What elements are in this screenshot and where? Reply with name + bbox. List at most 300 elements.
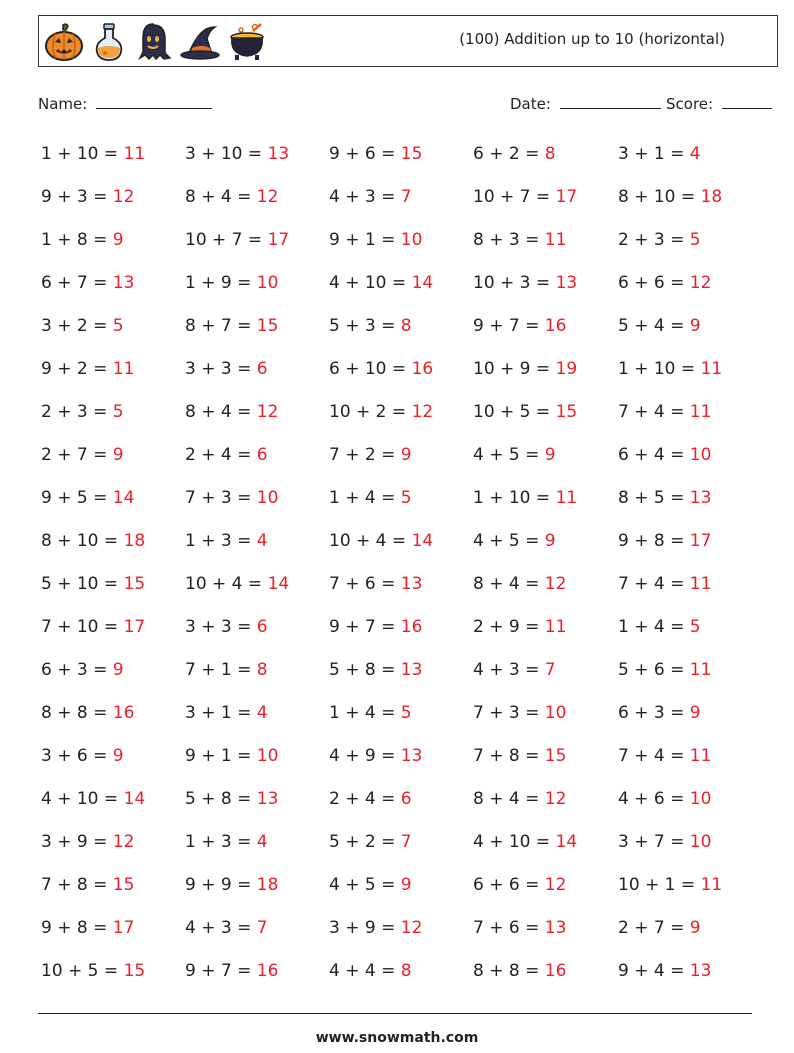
cauldron-icon	[227, 21, 267, 63]
problem-answer: 10	[689, 789, 712, 809]
ghost-icon	[133, 21, 173, 63]
problem-question: 10 + 9 =	[473, 359, 551, 379]
problem-answer: 18	[256, 875, 279, 895]
problem-question: 2 + 7 =	[618, 918, 685, 938]
problem-answer: 17	[123, 617, 146, 637]
problem-question: 7 + 3 =	[473, 703, 540, 723]
problem-item	[185, 531, 268, 551]
problem-answer: 4	[256, 703, 268, 723]
problem-item	[473, 574, 566, 594]
problem-question: 1 + 3 =	[185, 832, 252, 852]
problem-question: 7 + 4 =	[618, 574, 685, 594]
problem-answer: 9	[400, 445, 412, 465]
problem-item	[618, 445, 711, 465]
problem-answer: 12	[544, 789, 567, 809]
problem-answer: 15	[555, 402, 578, 422]
problem-question: 9 + 1 =	[185, 746, 252, 766]
problem-item	[329, 660, 422, 680]
problem-item	[473, 746, 566, 766]
problem-answer: 12	[112, 832, 135, 852]
problem-item	[618, 703, 701, 723]
problem-item	[185, 187, 278, 207]
problem-answer: 14	[267, 574, 290, 594]
problem-question: 4 + 3 =	[329, 187, 396, 207]
problem-answer: 9	[689, 918, 701, 938]
problem-item	[41, 230, 124, 250]
problem-answer: 9	[689, 703, 701, 723]
problem-item	[618, 617, 701, 637]
problem-answer: 17	[555, 187, 578, 207]
problem-answer: 7	[544, 660, 556, 680]
problem-question: 3 + 1 =	[185, 703, 252, 723]
problem-question: 7 + 2 =	[329, 445, 396, 465]
problem-item	[185, 402, 278, 422]
problem-answer: 10	[256, 746, 279, 766]
problem-answer: 13	[544, 918, 567, 938]
problem-question: 6 + 2 =	[473, 144, 540, 164]
problem-item	[185, 445, 268, 465]
problem-question: 5 + 8 =	[185, 789, 252, 809]
problem-question: 9 + 3 =	[41, 187, 108, 207]
problem-answer: 14	[411, 531, 434, 551]
problem-answer: 13	[112, 273, 135, 293]
problem-question: 6 + 4 =	[618, 445, 685, 465]
problem-question: 10 + 4 =	[329, 531, 407, 551]
problem-item	[41, 144, 145, 164]
problem-answer: 5	[112, 316, 124, 336]
problem-item	[185, 617, 268, 637]
score-label: Score:	[666, 95, 714, 113]
problem-answer: 9	[112, 445, 124, 465]
problem-answer: 14	[555, 832, 578, 852]
problem-item	[329, 230, 422, 250]
problem-item	[473, 832, 577, 852]
problem-item	[618, 230, 701, 250]
problem-item	[185, 660, 268, 680]
problem-item	[41, 746, 124, 766]
problem-question: 7 + 6 =	[329, 574, 396, 594]
problem-answer: 10	[400, 230, 423, 250]
problem-question: 3 + 10 =	[185, 144, 263, 164]
problem-answer: 6	[256, 359, 268, 379]
problem-question: 2 + 3 =	[41, 402, 108, 422]
date-field	[510, 93, 661, 113]
problem-answer: 12	[256, 187, 279, 207]
problem-question: 5 + 4 =	[618, 316, 685, 336]
problem-answer: 16	[411, 359, 434, 379]
witch-hat-icon	[179, 21, 221, 63]
problem-question: 4 + 3 =	[473, 660, 540, 680]
problem-item	[473, 273, 577, 293]
problem-answer: 7	[256, 918, 268, 938]
problem-item	[41, 316, 124, 336]
problem-item	[41, 918, 134, 938]
problem-question: 7 + 8 =	[473, 746, 540, 766]
problem-answer: 14	[123, 789, 146, 809]
problem-item	[473, 918, 566, 938]
problem-item	[185, 230, 289, 250]
problem-answer: 9	[400, 875, 412, 895]
problem-item	[473, 316, 566, 336]
problem-item	[473, 488, 577, 508]
problem-item	[473, 961, 566, 981]
problem-item	[329, 316, 412, 336]
problem-item	[618, 961, 711, 981]
problem-answer: 18	[123, 531, 146, 551]
problem-question: 6 + 3 =	[618, 703, 685, 723]
problem-question: 3 + 9 =	[329, 918, 396, 938]
problem-item	[329, 187, 412, 207]
problem-item	[41, 445, 124, 465]
problem-item	[473, 402, 577, 422]
date-line[interactable]	[560, 93, 661, 109]
problem-item	[185, 574, 289, 594]
problem-question: 10 + 1 =	[618, 875, 696, 895]
problem-answer: 9	[689, 316, 701, 336]
problem-question: 2 + 4 =	[329, 789, 396, 809]
problem-answer: 4	[689, 144, 701, 164]
problem-answer: 13	[256, 789, 279, 809]
problem-item	[329, 488, 412, 508]
problem-answer: 10	[256, 488, 279, 508]
problem-answer: 12	[544, 875, 567, 895]
problem-item	[329, 402, 433, 422]
problem-answer: 10	[689, 832, 712, 852]
problem-item	[329, 574, 422, 594]
problem-item	[473, 660, 556, 680]
problem-question: 10 + 3 =	[473, 273, 551, 293]
problem-question: 8 + 8 =	[473, 961, 540, 981]
problem-question: 1 + 10 =	[41, 144, 119, 164]
problem-answer: 17	[267, 230, 290, 250]
problem-answer: 11	[555, 488, 578, 508]
problem-item	[473, 230, 566, 250]
problem-answer: 11	[689, 574, 712, 594]
problem-answer: 13	[400, 660, 423, 680]
problem-item	[618, 746, 711, 766]
problem-question: 7 + 10 =	[41, 617, 119, 637]
problem-question: 5 + 6 =	[618, 660, 685, 680]
problem-item	[473, 187, 577, 207]
problem-answer: 4	[256, 832, 268, 852]
problem-question: 2 + 9 =	[473, 617, 540, 637]
problem-question: 9 + 1 =	[329, 230, 396, 250]
problem-answer: 16	[112, 703, 135, 723]
problem-question: 5 + 3 =	[329, 316, 396, 336]
problem-answer: 12	[689, 273, 712, 293]
problem-answer: 11	[112, 359, 135, 379]
problem-question: 9 + 7 =	[185, 961, 252, 981]
footer-website: www.snowmath.com	[315, 1030, 479, 1046]
pumpkin-icon	[43, 21, 85, 63]
problem-answer: 6	[256, 445, 268, 465]
problem-item	[618, 832, 711, 852]
problem-answer: 7	[400, 832, 412, 852]
problem-item	[618, 918, 701, 938]
problem-item	[185, 961, 278, 981]
problem-question: 6 + 6 =	[618, 273, 685, 293]
score-line[interactable]	[722, 93, 772, 109]
problem-question: 1 + 4 =	[329, 703, 396, 723]
problem-answer: 16	[544, 316, 567, 336]
problem-item	[473, 617, 566, 637]
problem-item	[329, 918, 422, 938]
date-label: Date:	[510, 95, 551, 113]
problem-question: 3 + 3 =	[185, 359, 252, 379]
problem-answer: 16	[400, 617, 423, 637]
problem-question: 9 + 9 =	[185, 875, 252, 895]
problem-item	[473, 875, 566, 895]
problem-question: 4 + 5 =	[473, 445, 540, 465]
problem-item	[473, 789, 566, 809]
name-field	[38, 93, 212, 113]
problem-answer: 9	[112, 746, 124, 766]
problem-question: 2 + 7 =	[41, 445, 108, 465]
problem-item	[185, 918, 268, 938]
problem-question: 6 + 3 =	[41, 660, 108, 680]
problem-answer: 5	[400, 703, 412, 723]
problem-question: 3 + 6 =	[41, 746, 108, 766]
problem-answer: 5	[400, 488, 412, 508]
problem-question: 4 + 10 =	[473, 832, 551, 852]
problem-answer: 11	[689, 746, 712, 766]
problem-question: 4 + 4 =	[329, 961, 396, 981]
problem-answer: 6	[256, 617, 268, 637]
problem-question: 1 + 3 =	[185, 531, 252, 551]
problem-item	[618, 144, 701, 164]
problem-answer: 19	[555, 359, 578, 379]
problem-question: 10 + 2 =	[329, 402, 407, 422]
problem-item	[329, 273, 433, 293]
problem-question: 1 + 10 =	[473, 488, 551, 508]
problem-item	[185, 832, 268, 852]
problem-answer: 13	[689, 488, 712, 508]
problem-item	[329, 832, 412, 852]
problem-item	[473, 703, 566, 723]
problem-answer: 16	[544, 961, 567, 981]
problem-question: 8 + 10 =	[41, 531, 119, 551]
problem-question: 9 + 7 =	[329, 617, 396, 637]
problem-answer: 14	[411, 273, 434, 293]
problem-answer: 11	[700, 359, 723, 379]
problem-item	[473, 445, 556, 465]
problem-answer: 10	[256, 273, 279, 293]
problem-answer: 11	[544, 230, 567, 250]
problem-question: 7 + 6 =	[473, 918, 540, 938]
problem-answer: 15	[544, 746, 567, 766]
problem-item	[473, 144, 556, 164]
problem-answer: 8	[256, 660, 268, 680]
problem-item	[185, 488, 278, 508]
problem-answer: 6	[400, 789, 412, 809]
problem-answer: 8	[400, 316, 412, 336]
problem-answer: 9	[544, 445, 556, 465]
problem-answer: 15	[123, 961, 146, 981]
problem-answer: 5	[689, 617, 701, 637]
problem-answer: 13	[400, 574, 423, 594]
problem-item	[41, 789, 145, 809]
problem-item	[618, 187, 722, 207]
problem-question: 1 + 9 =	[185, 273, 252, 293]
problem-item	[473, 359, 577, 379]
problem-answer: 12	[256, 402, 279, 422]
problem-item	[618, 273, 711, 293]
problem-answer: 12	[112, 187, 135, 207]
name-line[interactable]	[96, 93, 212, 109]
problem-question: 4 + 6 =	[618, 789, 685, 809]
problem-answer: 11	[689, 402, 712, 422]
problem-answer: 13	[400, 746, 423, 766]
problem-answer: 8	[400, 961, 412, 981]
problem-item	[41, 359, 134, 379]
problem-answer: 10	[689, 445, 712, 465]
problem-answer: 18	[700, 187, 723, 207]
problem-answer: 15	[112, 875, 135, 895]
problem-question: 6 + 7 =	[41, 273, 108, 293]
problem-answer: 5	[112, 402, 124, 422]
problem-question: 9 + 8 =	[618, 531, 685, 551]
problem-answer: 17	[689, 531, 712, 551]
problem-question: 4 + 5 =	[329, 875, 396, 895]
problem-question: 8 + 4 =	[473, 574, 540, 594]
problem-answer: 9	[112, 230, 124, 250]
problem-item	[329, 359, 433, 379]
problem-answer: 11	[689, 660, 712, 680]
problem-item	[185, 746, 278, 766]
problem-answer: 4	[256, 531, 268, 551]
problem-question: 9 + 5 =	[41, 488, 108, 508]
problem-item	[41, 531, 145, 551]
problem-answer: 14	[112, 488, 135, 508]
problem-item	[185, 316, 278, 336]
problem-answer: 12	[411, 402, 434, 422]
problem-item	[41, 273, 134, 293]
problem-answer: 9	[544, 531, 556, 551]
problem-item	[185, 359, 268, 379]
problem-answer: 13	[555, 273, 578, 293]
problem-question: 6 + 6 =	[473, 875, 540, 895]
problem-item	[618, 789, 711, 809]
problem-item	[329, 617, 422, 637]
problem-item	[618, 531, 711, 551]
problem-item	[329, 531, 433, 551]
problem-question: 10 + 7 =	[473, 187, 551, 207]
score-field	[666, 93, 772, 113]
problem-item	[473, 531, 556, 551]
problem-answer: 15	[123, 574, 146, 594]
problem-question: 5 + 8 =	[329, 660, 396, 680]
problem-answer: 8	[544, 144, 556, 164]
problem-question: 8 + 4 =	[185, 402, 252, 422]
problem-question: 9 + 7 =	[473, 316, 540, 336]
worksheet-title: (100) Addition up to 10 (horizontal)	[459, 30, 725, 48]
problem-question: 8 + 7 =	[185, 316, 252, 336]
problem-answer: 11	[123, 144, 146, 164]
problem-item	[329, 703, 412, 723]
problem-answer: 13	[689, 961, 712, 981]
problem-question: 4 + 10 =	[41, 789, 119, 809]
problem-item	[185, 789, 278, 809]
problem-item	[618, 574, 711, 594]
problem-question: 4 + 9 =	[329, 746, 396, 766]
problem-item	[329, 746, 422, 766]
problem-question: 10 + 4 =	[185, 574, 263, 594]
problem-question: 8 + 8 =	[41, 703, 108, 723]
problem-question: 7 + 8 =	[41, 875, 108, 895]
problem-question: 8 + 3 =	[473, 230, 540, 250]
problem-question: 3 + 2 =	[41, 316, 108, 336]
problem-item	[329, 875, 412, 895]
problem-question: 7 + 3 =	[185, 488, 252, 508]
problem-item	[618, 359, 722, 379]
problem-item	[41, 703, 134, 723]
problem-item	[618, 402, 711, 422]
problem-question: 1 + 4 =	[329, 488, 396, 508]
problem-question: 4 + 3 =	[185, 918, 252, 938]
problem-question: 8 + 4 =	[185, 187, 252, 207]
problem-item	[618, 875, 722, 895]
problem-question: 6 + 10 =	[329, 359, 407, 379]
footer-divider	[38, 1013, 752, 1014]
problem-item	[185, 144, 289, 164]
problem-answer: 11	[700, 875, 723, 895]
header-box	[38, 15, 778, 67]
problem-answer: 11	[544, 617, 567, 637]
problem-item	[329, 789, 412, 809]
problem-item	[41, 488, 134, 508]
problem-item	[329, 445, 412, 465]
problem-question: 10 + 5 =	[41, 961, 119, 981]
problem-answer: 12	[400, 918, 423, 938]
icon-strip	[43, 20, 267, 64]
problem-item	[41, 402, 124, 422]
problem-question: 10 + 7 =	[185, 230, 263, 250]
problem-item	[41, 660, 124, 680]
problem-question: 7 + 1 =	[185, 660, 252, 680]
problem-question: 8 + 5 =	[618, 488, 685, 508]
name-label: Name:	[38, 95, 88, 113]
problem-answer: 15	[256, 316, 279, 336]
problem-item	[41, 961, 145, 981]
problem-question: 10 + 5 =	[473, 402, 551, 422]
problem-question: 9 + 4 =	[618, 961, 685, 981]
problem-question: 3 + 1 =	[618, 144, 685, 164]
problem-question: 7 + 4 =	[618, 402, 685, 422]
problem-answer: 16	[256, 961, 279, 981]
problem-answer: 10	[544, 703, 567, 723]
problem-question: 3 + 3 =	[185, 617, 252, 637]
problem-answer: 12	[544, 574, 567, 594]
problem-item	[41, 187, 134, 207]
problem-item	[41, 875, 134, 895]
problem-item	[41, 617, 145, 637]
problem-item	[618, 316, 701, 336]
problem-question: 3 + 7 =	[618, 832, 685, 852]
problem-item	[185, 703, 268, 723]
problem-question: 4 + 5 =	[473, 531, 540, 551]
problem-question: 7 + 4 =	[618, 746, 685, 766]
problem-item	[185, 875, 278, 895]
problem-question: 1 + 8 =	[41, 230, 108, 250]
problem-question: 9 + 2 =	[41, 359, 108, 379]
problem-answer: 17	[112, 918, 135, 938]
problem-question: 4 + 10 =	[329, 273, 407, 293]
problem-answer: 9	[112, 660, 124, 680]
potion-icon	[91, 21, 127, 63]
problem-question: 8 + 10 =	[618, 187, 696, 207]
problem-item	[618, 488, 711, 508]
problem-item	[41, 574, 145, 594]
